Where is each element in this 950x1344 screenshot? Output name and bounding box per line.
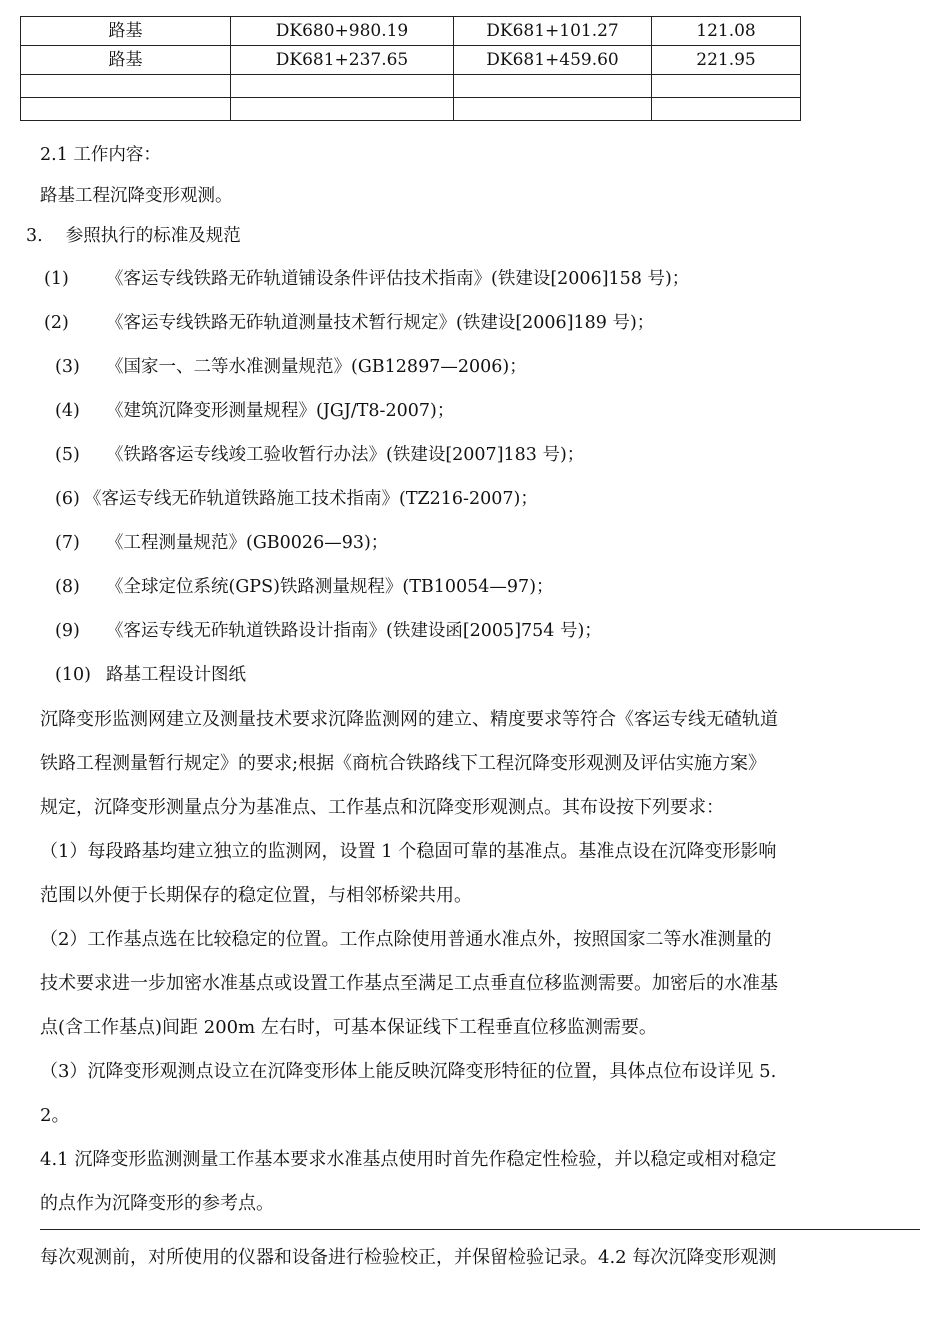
paragraph-line: 点(含工作基点)间距 200m 左右时，可基本保证线下工程垂直位移监测需要。 [40,1017,657,1038]
paragraph-line: 的点作为沉降变形的参考点。 [40,1193,274,1214]
reference-number: (5) [55,445,80,465]
reference-item [55,663,246,687]
table-cell: DK681+237.65 [231,46,454,75]
reference-number: (9) [55,621,80,641]
paragraph-line: 2。 [40,1105,70,1126]
section-2-1-heading: 2.1 工作内容： [40,145,161,165]
reference-number: (1) [44,269,69,289]
reference-text: 《国家一、二等水准测量规范》(GB12897—2006)； [106,357,527,377]
paragraph-line: 4.1 沉降变形监测测量工作基本要求水准基点使用时首先作稳定性检验，并以稳定或相对稳定 [40,1149,777,1170]
horizontal-divider [40,1229,920,1230]
reference-text: 《客运专线铁路无砟轨道测量技术暂行规定》(铁建设[2006]189 号)； [106,313,655,333]
reference-text: 《铁路客运专线竣工验收暂行办法》(铁建设[2007]183 号)； [106,445,585,465]
paragraph-line: 每次观测前，对所使用的仪器和设备进行检验校正，并保留检验记录。4.2 每次沉降变形观测 [40,1247,777,1268]
reference-number: (8) [55,577,80,597]
subgrade-section-table [20,16,801,121]
reference-item [55,443,585,467]
table-cell [231,98,454,121]
reference-number: (2) [44,313,69,333]
table-cell [231,75,454,98]
reference-item [44,311,655,335]
requirement-3-paragraph [40,1050,930,1138]
paragraph-line: 技术要求进一步加密水准基点或设置工作基点至满足工点垂直位移监测需要。加密后的水准基 [40,973,778,994]
table-cell: DK680+980.19 [231,17,454,46]
table-cell: DK681+101.27 [454,17,652,46]
table-cell [454,98,652,121]
reference-item [55,575,554,599]
reference-text: 《客运专线无砟轨道铁路施工技术指南》(TZ216-2007)； [84,489,538,509]
reference-number: (6) [55,489,80,509]
reference-text: 《工程测量规范》(GB0026—93)； [106,533,389,553]
reference-text: 《全球定位系统(GPS)铁路测量规程》(TB10054—97)； [106,577,554,597]
table-cell: DK681+459.60 [454,46,652,75]
table-cell [21,75,231,98]
reference-text: 路基工程设计图纸 [106,665,246,685]
reference-item [55,619,602,643]
requirement-2-paragraph [40,918,930,1050]
table-row [21,75,801,98]
reference-item [55,531,389,555]
reference-number: (10) [55,665,91,685]
reference-number: (3) [55,357,80,377]
reference-text: 《客运专线铁路无砟轨道铺设条件评估技术指南》(铁建设[2006]158 号)； [106,269,690,289]
table-cell [21,98,231,121]
paragraph-line: （1）每段路基均建立独立的监测网，设置 1 个稳固可靠的基准点。基准点设在沉降变形影响 [40,841,777,862]
paragraph-line: 沉降变形监测网建立及测量技术要求沉降监测网的建立、精度要求等符合《客运专线无碴轨道 [40,709,778,730]
paragraph-line: （2）工作基点选在比较稳定的位置。工作点除使用普通水准点外，按照国家二等水准测量的 [40,929,772,950]
reference-item [55,355,527,379]
table-cell: 221.95 [652,46,801,75]
paragraph-line: 规定，沉降变形测量点分为基准点、工作基点和沉降变形观测点。其布设按下列要求： [40,797,724,818]
table-cell [652,75,801,98]
reference-item [44,267,690,291]
requirement-1-paragraph [40,830,930,918]
table-row [21,98,801,121]
reference-number: (7) [55,533,80,553]
section-4-1-paragraph [40,1138,930,1226]
table-cell: 路基 [21,46,231,75]
table-cell [652,98,801,121]
table-cell: 路基 [21,17,231,46]
reference-item [55,487,538,511]
reference-item [55,399,455,423]
reference-number: (4) [55,401,80,421]
paragraph-line: 范围以外便于长期保存的稳定位置，与相邻桥梁共用。 [40,885,472,906]
section-4-2-paragraph [40,1236,930,1280]
paragraph-line: 铁路工程测量暂行规定》的要求;根据《商杭合铁路线下工程沉降变形观测及评估实施方案》 [40,753,767,774]
paragraph-line: （3）沉降变形观测点设立在沉降变形体上能反映沉降变形特征的位置，具体点位布设详见 5. [40,1061,777,1082]
table-cell [454,75,652,98]
reference-text: 《客运专线无砟轨道铁路设计指南》(铁建设函[2005]754 号)； [106,621,602,641]
section-3-heading: 3. 参照执行的标准及规范 [26,226,241,246]
table-row [21,17,801,46]
reference-text: 《建筑沉降变形测量规程》(JGJ/T8-2007)； [106,401,455,421]
section-2-1-content: 路基工程沉降变形观测。 [40,186,233,206]
table-cell: 121.08 [652,17,801,46]
table-row [21,46,801,75]
monitoring-network-paragraph [40,698,930,830]
